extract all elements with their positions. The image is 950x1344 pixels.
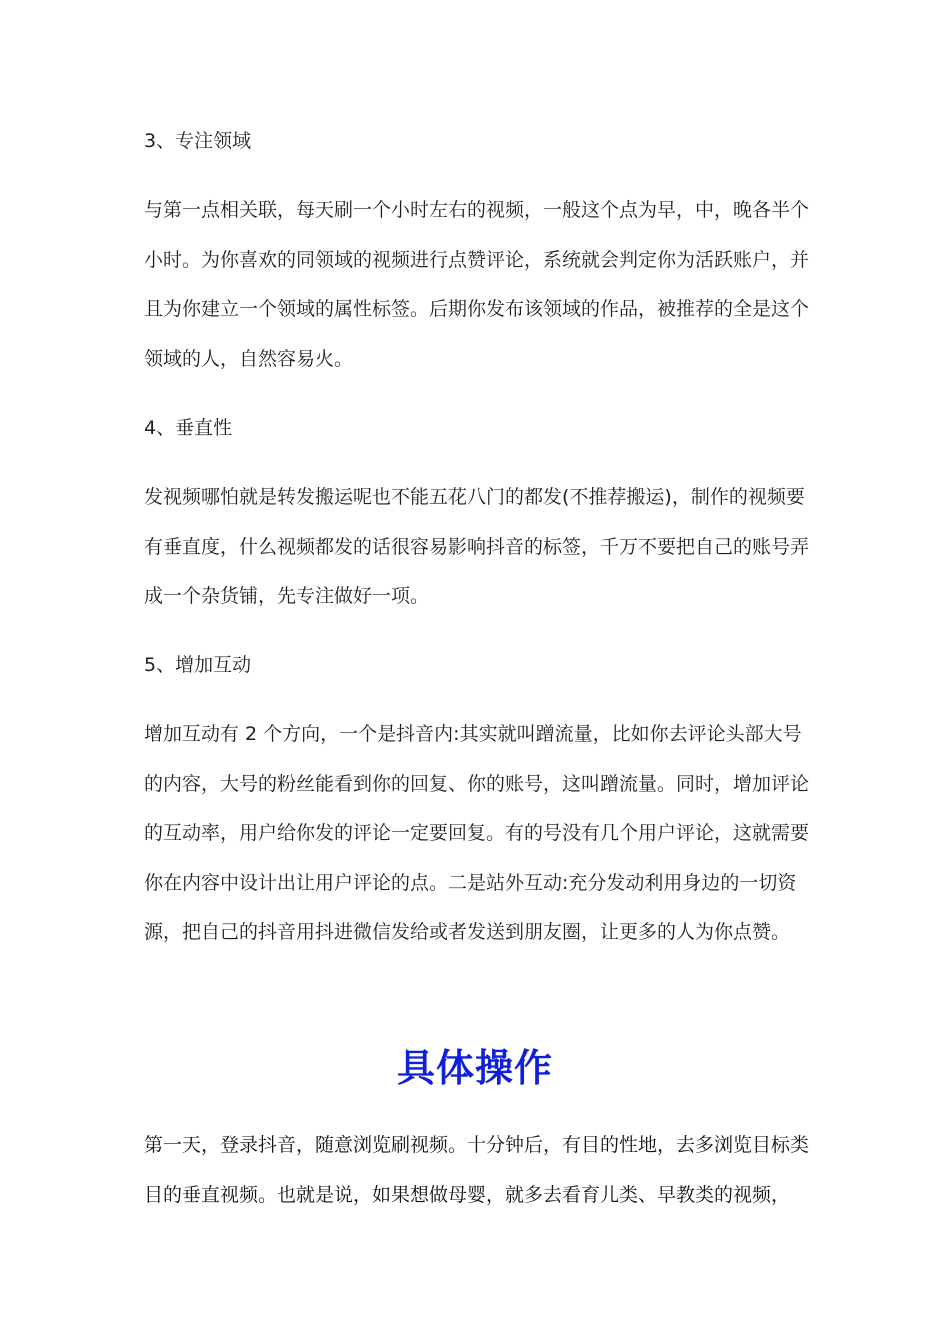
section-paragraph-3: 与第一点相关联，每天刷一个小时左右的视频，一般这个点为早，中，晚各半个小时。为你喜欢的同领域的视频进行点赞评论，系统就会判定你为活跃账户，并且为你建立一个领域的属性标签。后期你发布该领域的作品，被推荐的全是这个领域的人，自然容易火。 <box>144 199 810 370</box>
section-heading-5: 5、增加互动 <box>144 654 252 676</box>
operations-title: 具体操作 <box>396 1046 553 1090</box>
section-paragraph-4: 发视频哪怕就是转发搬运呢也不能五花八门的都发(不推荐搬运)，制作的视频要有垂直度，什么视频都发的话很容易影响抖音的标签，千万不要把自己的账号弄成一个杂货铺，先专注做好一项。 <box>144 486 810 607</box>
operations-paragraph: 第一天，登录抖音，随意浏览刷视频。十分钟后，有目的性地，去多浏览目标类目的垂直视频。也就是说，如果想做母婴，就多去看育儿类、早教类的视频， <box>144 1134 810 1206</box>
section-paragraph-5: 增加互动有 2 个方向，一个是抖音内:其实就叫蹭流量，比如你去评论头部大号的内容，大号的粉丝能看到你的回复、你的账号，这叫蹭流量。同时，增加评论的互动率，用户给你发的评论一定要回复。有的号没有几个用户评论，这就需要你在内容中设计出让用户评论的点。二是站外互动:充分发动利用身边的一切资源，把自己的抖音用抖进微信发给或者发送到朋友圈，让更多的人为你点赞。 <box>144 723 810 943</box>
section-heading-4: 4、垂直性 <box>144 417 233 439</box>
section-heading-3: 3、专注领域 <box>144 130 252 152</box>
